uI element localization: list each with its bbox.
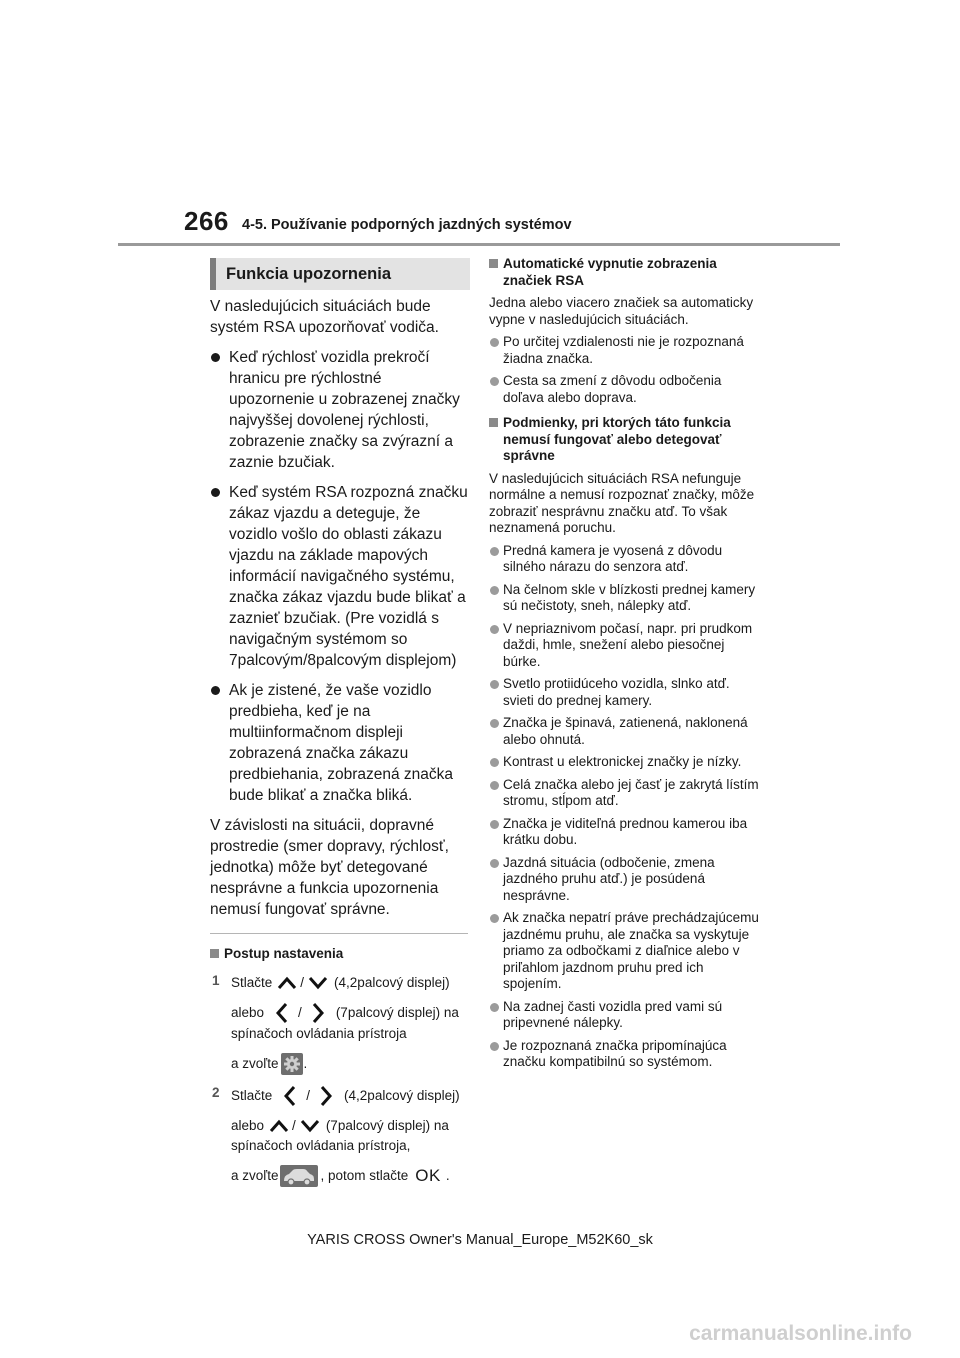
step-text: (7palcový displej) na bbox=[325, 1117, 449, 1133]
section-title: 4-5. Používanie podporných jazdných systémov bbox=[242, 217, 572, 233]
list-item bbox=[489, 621, 759, 671]
watermark: carmanualsonline.info bbox=[689, 1322, 912, 1345]
up-chevron-icon bbox=[277, 976, 297, 990]
step-line bbox=[231, 973, 470, 993]
step-text: Stlačte bbox=[231, 974, 273, 990]
list-item bbox=[489, 777, 759, 810]
list-item bbox=[489, 334, 759, 367]
bullet-icon bbox=[490, 758, 499, 767]
auto-off-heading-text: Automatické vypnutie zobrazenia značiek RSA bbox=[503, 256, 717, 288]
list-item-text: Keď systém RSA rozpozná značku zákaz vjazdu a deteguje, že vozidlo vošlo do oblasti zákazu vjazdu na základe mapových informácií navigačného systému, značka zákaz vjazdu bude blikať a zaznieť bzučiak. (Pre vozidlá s navigačným systémom so 7palcovým/8palcovým displejom) bbox=[229, 484, 468, 669]
step-line bbox=[231, 1165, 470, 1187]
list-item bbox=[489, 373, 759, 406]
list-item bbox=[489, 910, 759, 993]
period-text: . bbox=[303, 1055, 308, 1071]
conditions-intro: V nasledujúcich situáciách RSA nefunguje normálne a nemusí rozpoznať značky, môže zobraziť nesprávnu značku atď. To však neznamená poruchu. bbox=[489, 470, 755, 535]
step-line bbox=[231, 1002, 470, 1024]
slash-text: / bbox=[292, 1117, 296, 1133]
step-text: spínačoch ovládania prístroja bbox=[231, 1025, 407, 1041]
step-number: 1 bbox=[212, 972, 220, 988]
divider bbox=[210, 933, 468, 934]
period-text: . bbox=[445, 1167, 450, 1183]
list-item bbox=[489, 816, 759, 849]
bullet-icon bbox=[211, 353, 220, 362]
step-text: a zvoľte bbox=[231, 1167, 279, 1183]
bullet-icon bbox=[490, 781, 499, 790]
step-text: (7palcový displej) na bbox=[335, 1004, 459, 1020]
list-item-text: Je rozpoznaná značka pripomínajúca značku kompatibilnú so systémom. bbox=[503, 1037, 727, 1069]
down-chevron-icon bbox=[308, 976, 328, 990]
bullet-icon bbox=[211, 488, 220, 497]
bullet-icon bbox=[211, 686, 220, 695]
step-text: Stlačte bbox=[231, 1087, 273, 1103]
list-item-text: Celá značka alebo jej časť je zakrytá lístím stromu, stĺpom atď. bbox=[503, 776, 759, 808]
step-line bbox=[231, 1024, 470, 1044]
up-chevron-icon bbox=[269, 1119, 289, 1133]
list-item-text: Kontrast u elektronickej značky je nízky. bbox=[503, 754, 742, 769]
list-item bbox=[210, 482, 470, 671]
step-text: , potom stlačte bbox=[320, 1167, 409, 1183]
bullet-icon bbox=[490, 820, 499, 829]
step-1 bbox=[210, 973, 470, 1075]
step-text: (4,2palcový displej) bbox=[334, 974, 450, 990]
list-item bbox=[489, 754, 759, 771]
bullet-icon bbox=[490, 338, 499, 347]
list-item-text: Keď rýchlosť vozidla prekročí hranicu pre rýchlostné upozornenie u zobrazenej značky najvyššej dovolenej rýchlosti, zobrazenie značky sa zvýrazní a zaznie bzučiak. bbox=[229, 349, 460, 471]
slash-text: / bbox=[306, 1087, 311, 1103]
list-item-text: Ak značka nepatrí práve prechádzajúcemu jazdnému pruhu, ale značka sa vyskytuje priamo za odbočkami z diaľnice alebo v priľahlom jazdnom pruhu pred ich spojením. bbox=[503, 910, 759, 991]
list-item-text: V nepriaznivom počasí, napr. pri prudkom daždi, hmle, snežení alebo piesočnej búrke. bbox=[503, 620, 753, 669]
conditions-heading bbox=[489, 415, 759, 465]
list-item bbox=[489, 543, 759, 576]
step-line bbox=[231, 1085, 470, 1107]
step-text: alebo bbox=[231, 1117, 265, 1133]
bullet-icon bbox=[490, 547, 499, 556]
left-chevron-icon bbox=[276, 1002, 288, 1024]
list-item bbox=[489, 715, 759, 748]
left-column bbox=[210, 258, 470, 1187]
header-divider bbox=[118, 243, 840, 246]
list-item bbox=[489, 855, 759, 905]
bullet-icon bbox=[490, 625, 499, 634]
list-item-text: Po určitej vzdialenosti nie je rozpoznaná žiadna značka. bbox=[503, 334, 744, 366]
page-number: 266 bbox=[184, 206, 229, 236]
step-line bbox=[231, 1053, 470, 1075]
list-item bbox=[210, 680, 470, 806]
list-item bbox=[489, 999, 759, 1032]
list-item bbox=[210, 347, 470, 473]
step-line bbox=[231, 1136, 470, 1156]
auto-off-intro: Jedna alebo viacero značiek sa automaticky vypne v nasledujúcich situáciách. bbox=[489, 295, 754, 327]
bullet-icon bbox=[490, 1042, 499, 1051]
bullet-icon bbox=[490, 680, 499, 689]
gear-settings-icon bbox=[281, 1053, 303, 1075]
list-item bbox=[489, 582, 759, 615]
footer-text: YARIS CROSS Owner's Manual_Europe_M52K60_sk bbox=[307, 1232, 653, 1248]
right-column bbox=[489, 256, 759, 1071]
auto-off-heading bbox=[489, 256, 759, 289]
step-line bbox=[231, 1116, 470, 1136]
step-text: alebo bbox=[231, 1004, 265, 1020]
list-item-text: Na čelnom skle v blízkosti prednej kamery sú nečistoty, sneh, nálepky atď. bbox=[503, 581, 756, 613]
car-assist-icon bbox=[280, 1165, 318, 1187]
right-chevron-icon bbox=[320, 1085, 332, 1107]
list-item-text: Jazdná situácia (odbočenie, zmena jazdného pruhu atď.) je posúdená nesprávne. bbox=[503, 854, 715, 903]
setup-section bbox=[210, 946, 470, 1187]
bullet-icon bbox=[490, 859, 499, 868]
slash-text: / bbox=[298, 1004, 302, 1020]
section-heading: Funkcia upozornenia bbox=[226, 264, 392, 283]
right-chevron-icon bbox=[312, 1002, 324, 1024]
step-number: 2 bbox=[212, 1084, 220, 1100]
list-item-text: Značka je špinavá, zatienená, naklonená alebo ohnutá. bbox=[503, 715, 748, 747]
ok-button-label: OK bbox=[415, 1165, 441, 1185]
setup-heading-text: Postup nastavenia bbox=[224, 946, 344, 961]
square-bullet-icon bbox=[489, 259, 498, 268]
left-chevron-icon bbox=[284, 1085, 296, 1107]
list-item-text: Svetlo protiidúceho vozidla, slnko atď. svieti do prednej kamery. bbox=[503, 676, 730, 708]
lead-paragraph: V nasledujúcich situáciách bude systém RSA upozorňovať vodiča. bbox=[210, 298, 439, 336]
step-text: spínačoch ovládania prístroja, bbox=[231, 1137, 411, 1153]
list-item bbox=[489, 676, 759, 709]
list-item-text: Značka je viditeľná prednou kamerou iba krátku dobu. bbox=[503, 815, 748, 847]
conditions-heading-text: Podmienky, pri ktorých táto funkcia nemusí fungovať alebo detegovať správne bbox=[503, 415, 731, 463]
bullet-icon bbox=[490, 1003, 499, 1012]
list-item-text: Predná kamera je vyosená z dôvodu silného nárazu do senzora atď. bbox=[503, 542, 723, 574]
list-item bbox=[489, 1038, 759, 1071]
step-text: (4,2palcový displej) bbox=[344, 1087, 460, 1103]
list-item-text: Ak je zistené, že vaše vozidlo predbieha, keď je na multiinformačnom displeji zobrazená značka zákazu predbiehania, zobrazená značka bude blikať a značka bliká. bbox=[229, 682, 454, 804]
list-item-text: Cesta sa zmení z dôvodu odbočenia doľava alebo doprava. bbox=[503, 373, 722, 405]
square-bullet-icon bbox=[489, 418, 498, 427]
bullet-icon bbox=[490, 719, 499, 728]
step-text: a zvoľte bbox=[231, 1055, 279, 1071]
down-chevron-icon bbox=[300, 1119, 320, 1133]
setup-steps bbox=[210, 973, 470, 1187]
setup-heading bbox=[210, 946, 470, 963]
bullet-icon bbox=[490, 377, 499, 386]
slash-text: / bbox=[300, 974, 305, 990]
closing-paragraph: V závislosti na situácii, dopravné prostredie (smer dopravy, rýchlosť, jednotka) môže byť detegované nesprávne a funkcia upozornenia nemusí fungovať správne. bbox=[210, 817, 449, 918]
bullet-icon bbox=[490, 914, 499, 923]
bullet-icon bbox=[490, 586, 499, 595]
square-bullet-icon bbox=[210, 949, 219, 958]
list-item-text: Na zadnej časti vozidla pred vami sú pripevnené nálepky. bbox=[503, 998, 723, 1030]
step-2 bbox=[210, 1085, 470, 1187]
section-heading-box bbox=[210, 258, 470, 290]
